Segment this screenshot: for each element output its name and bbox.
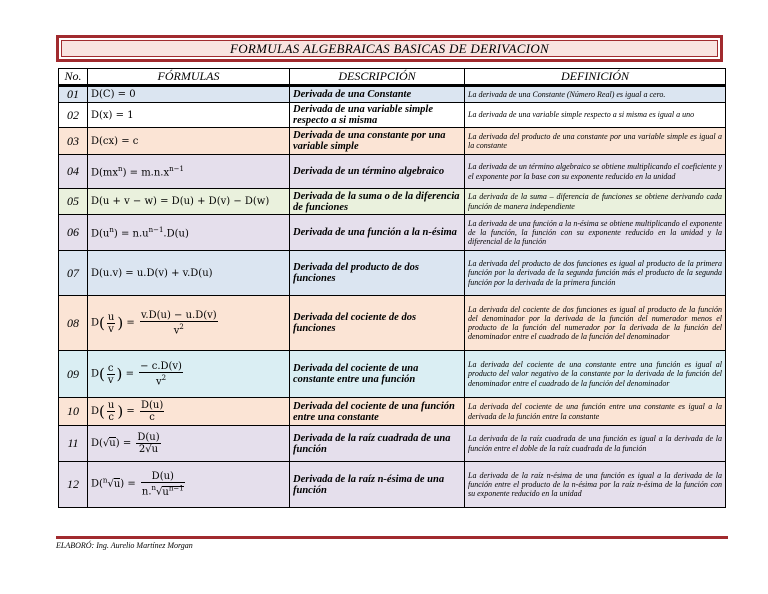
table-row	[59, 128, 726, 155]
definition-cell: La derivada de la suma – diferencia de funciones se obtiene derivando cada función de manera independiente	[465, 189, 726, 215]
header-row	[59, 69, 726, 86]
row-number: 01	[59, 86, 88, 103]
definition-cell: La derivada de un término algebraico se obtiene multiplicando el coeficiente y el exponente por la base con su exponente reducido en la unidad	[465, 155, 726, 189]
description-cell: Derivada de la raíz n-ésima de una función	[290, 462, 465, 508]
description-cell: Derivada de la raíz cuadrada de una función	[290, 426, 465, 462]
definition-cell: La derivada de una Constante (Número Real) es igual a cero.	[465, 86, 726, 103]
table-row	[59, 215, 726, 251]
description-cell: Derivada del cociente de dos funciones	[290, 296, 465, 351]
table-row	[59, 251, 726, 296]
row-number: 11	[59, 426, 88, 462]
title-box	[56, 35, 723, 62]
formula-cell: D(C) = 0	[88, 86, 290, 103]
table-row	[59, 462, 726, 508]
footer-author: ELABORÓ: Ing. Aurelio Martínez Morgan	[56, 541, 193, 550]
description-cell: Derivada del cociente de una función entre una constante	[290, 398, 465, 426]
formula-cell: D(cx) = c	[88, 128, 290, 155]
table-row	[59, 296, 726, 351]
row-number: 12	[59, 462, 88, 508]
header-no: No.	[59, 69, 88, 86]
formula-cell: D(u.v) = u.D(v) + v.D(u)	[88, 251, 290, 296]
table-row	[59, 351, 726, 398]
row-number: 08	[59, 296, 88, 351]
footer-divider	[56, 536, 728, 539]
description-cell: Derivada del cociente de una constante entre una función	[290, 351, 465, 398]
formula-cell: D( $\frac{u}{c}$ ) = $\frac{D(u)}{c}$	[88, 398, 290, 426]
table-row	[59, 426, 726, 462]
formula-cell: D($^n$√u) = $\frac{D(u)}{n.^n√u^{n-1}}$	[88, 462, 290, 508]
header-descripcion: DESCRIPCIÓN	[290, 69, 465, 86]
definition-cell: La derivada del cociente de una función entre una constante es igual a la derivada de la función entre la constante	[465, 398, 726, 426]
table-row	[59, 155, 726, 189]
definition-cell: La derivada del producto de una constante por una variable simple es igual a la constante	[465, 128, 726, 155]
description-cell: Derivada de la suma o de la diferencia de funciones	[290, 189, 465, 215]
definition-cell: La derivada del producto de dos funciones es igual al producto de la primera función por la derivada de la segunda función más el producto de la segunda función por la derivada de la primera función	[465, 251, 726, 296]
definition-cell: La derivada del cociente de una constante entre una función es igual al producto del valor negativo de la constante por la derivada de la función del denominador entre el cuadrado de la función del denominador	[465, 351, 726, 398]
formula-cell: D(√u) = $\frac{D(u)}{2√u}$	[88, 426, 290, 462]
definition-cell: La derivada del cociente de dos funciones es igual al producto de la función del denominador por la derivada de la función del numerador menos el producto de la función del numerador por la derivada de la función del denominador entre el cuadrado de la función del denominador	[465, 296, 726, 351]
table-row	[59, 103, 726, 128]
description-cell: Derivada de una función a la n-ésima	[290, 215, 465, 251]
description-cell: Derivada de una variable simple respecto a si misma	[290, 103, 465, 128]
definition-cell: La derivada de una función a la n-ésima se obtiene multiplicando el exponente de la función, la función con su exponente reducido en la unidad y la diferencial de la función	[465, 215, 726, 251]
row-number: 02	[59, 103, 88, 128]
row-number: 04	[59, 155, 88, 189]
header-definicion: DEFINICIÓN	[465, 69, 726, 86]
row-number: 06	[59, 215, 88, 251]
formula-cell: $D(u^n) = n.u^{n-1}.D(u)$	[88, 215, 290, 251]
formula-cell: D(u + v − w) = D(u) + D(v) − D(w)	[88, 189, 290, 215]
row-number: 07	[59, 251, 88, 296]
description-cell: Derivada del producto de dos funciones	[290, 251, 465, 296]
table-row	[59, 398, 726, 426]
header-formulas: FÓRMULAS	[88, 69, 290, 86]
description-cell: Derivada de un término algebraico	[290, 155, 465, 189]
table-row	[59, 86, 726, 103]
page-title: FORMULAS ALGEBRAICAS BASICAS DE DERIVACION	[61, 40, 718, 57]
description-cell: Derivada de una constante por una variable simple	[290, 128, 465, 155]
formula-cell: D( $\frac{u}{v}$ ) = $\frac{v.D(u) - u.D(v)}{v^2}$	[88, 296, 290, 351]
row-number: 05	[59, 189, 88, 215]
row-number: 10	[59, 398, 88, 426]
definition-cell: La derivada de la raíz cuadrada de una función es igual a la derivada de la función entre el doble de la raíz cuadrada de la función	[465, 426, 726, 462]
formula-cell: D(x) = 1	[88, 103, 290, 128]
description-cell: Derivada de una Constante	[290, 86, 465, 103]
formula-cell: D( $\frac{c}{v}$ ) = $\frac{- c.D(v)}{v^2}$	[88, 351, 290, 398]
formulas-table	[58, 68, 726, 508]
row-number: 03	[59, 128, 88, 155]
row-number: 09	[59, 351, 88, 398]
definition-cell: La derivada de la raíz n-ésima de una función es igual a la derivada de la función entre el producto de la n-ésima por la raíz n-ésima de la función con su exponente reducido en la unidad	[465, 462, 726, 508]
definition-cell: La derivada de una variable simple respecto a si misma es igual a uno	[465, 103, 726, 128]
table-row	[59, 189, 726, 215]
formula-cell: $D(mx^n) = m.n.x^{n-1}$	[88, 155, 290, 189]
